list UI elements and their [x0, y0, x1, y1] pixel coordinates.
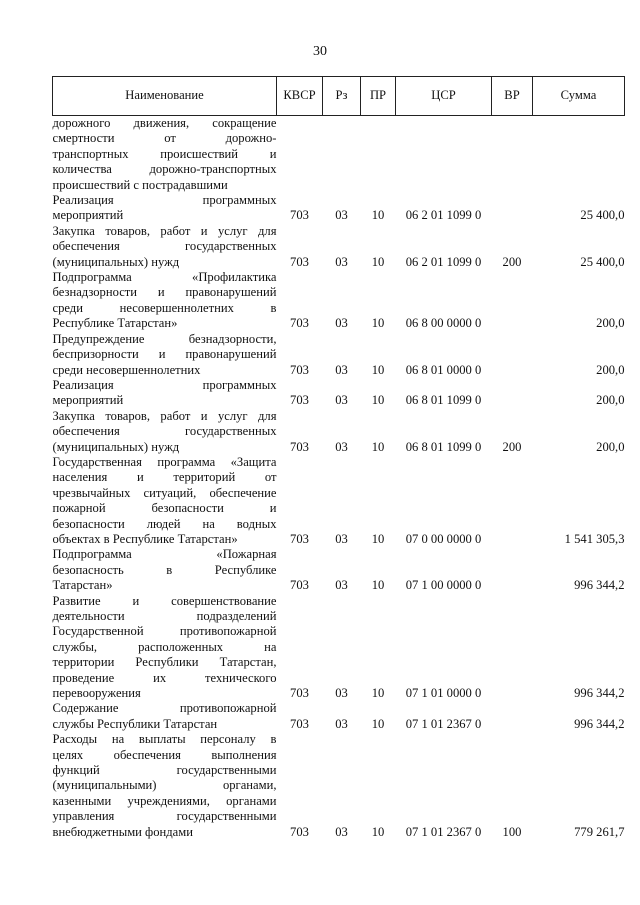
table-row — [53, 193, 625, 224]
cell-csr: 06 8 01 0000 0 — [405, 362, 482, 377]
cell-csr: 06 8 01 1099 0 — [405, 393, 482, 408]
row-name — [53, 193, 277, 224]
page-number: 30 — [313, 44, 327, 59]
row-name — [53, 732, 277, 840]
cell-vr — [492, 193, 533, 224]
row-name — [53, 701, 277, 732]
cell-pr: 10 — [371, 362, 385, 377]
cell-pr: 10 — [371, 254, 385, 269]
cell-kvsr: 703 — [290, 316, 309, 331]
row-name-line: объектах в Республике Татарстан» — [52, 531, 238, 546]
table-row — [53, 547, 625, 593]
row-name-line: смертности от дорожно- — [52, 131, 277, 146]
row-name-line: Республике Татарстан» — [52, 316, 178, 331]
cell-csr: 06 2 01 1099 0 — [405, 254, 482, 269]
row-name-line: чрезвычайных ситуаций, обеспечение — [52, 485, 277, 500]
row-name-line: безнадзорности и правонарушений — [52, 285, 277, 300]
table-row — [53, 224, 625, 270]
row-name — [53, 455, 277, 547]
cell-kvsr: 703 — [290, 254, 309, 269]
cell-csr: 06 2 01 1099 0 — [405, 208, 482, 223]
row-name-line: Государственной противопожарной — [52, 624, 277, 639]
cell-sum: 25 400,0 — [580, 208, 625, 223]
cell-kvsr: 703 — [290, 208, 309, 223]
header-csr: ЦСР — [396, 77, 492, 116]
cell-pr: 10 — [371, 208, 385, 223]
table-row — [53, 332, 625, 378]
cell-csr: 06 8 01 1099 0 — [405, 439, 482, 454]
cell-vr — [492, 270, 533, 332]
cell-vr — [492, 701, 533, 732]
header-kvsr: КВСР — [277, 77, 323, 116]
header-pr: ПР — [361, 77, 396, 116]
cell-rz: 03 — [335, 824, 348, 839]
cell-sum: 200,0 — [596, 439, 625, 454]
cell-vr — [492, 455, 533, 547]
cell-pr: 10 — [371, 578, 385, 593]
cell-vr — [492, 547, 533, 593]
cell-pr: 10 — [371, 686, 385, 701]
cell-csr: 06 8 00 0000 0 — [405, 316, 482, 331]
cell-sum: 779 261,7 — [574, 824, 625, 839]
cell-pr: 10 — [371, 439, 385, 454]
cell-rz: 03 — [335, 254, 348, 269]
table-row — [53, 701, 625, 732]
row-name-line: среди несовершеннолетних в — [52, 300, 277, 315]
cell-kvsr: 703 — [290, 578, 309, 593]
cell-vr — [492, 594, 533, 702]
cell-pr: 10 — [371, 393, 385, 408]
row-name — [53, 378, 277, 409]
row-name-line: Реализация программных — [52, 377, 277, 392]
row-name-line: безопасности людей на водных — [52, 516, 277, 531]
row-name-line: обеспечения государственных — [52, 424, 277, 439]
cell-kvsr: 703 — [290, 393, 309, 408]
row-name-line: внебюджетными фондами — [52, 824, 193, 839]
cell-sum: 996 344,2 — [574, 686, 625, 701]
row-name-line: мероприятий — [52, 393, 124, 408]
cell-kvsr: 703 — [290, 439, 309, 454]
empty-cell — [323, 116, 361, 194]
row-name — [53, 116, 277, 194]
header-rz: Рз — [323, 77, 361, 116]
row-name-line: Государственная программа «Защита — [52, 454, 277, 469]
cell-kvsr: 703 — [290, 531, 309, 546]
table-row — [53, 409, 625, 455]
cell-csr: 07 0 00 0000 0 — [405, 531, 482, 546]
row-name-line: деятельности подразделений — [52, 609, 277, 623]
table-row — [53, 594, 625, 702]
row-name-line: среди несовершеннолетних — [52, 362, 201, 377]
cell-vr: 200 — [502, 254, 522, 269]
cell-vr — [492, 332, 533, 378]
row-name — [53, 409, 277, 455]
row-name-line: Подпрограмма «Профилактика — [52, 270, 277, 285]
cell-rz: 03 — [335, 686, 348, 701]
cell-rz: 03 — [335, 531, 348, 546]
cell-rz: 03 — [335, 208, 348, 223]
header-sum: Сумма — [533, 77, 625, 116]
cell-sum: 996 344,2 — [574, 578, 625, 593]
empty-cell — [533, 116, 625, 194]
cell-kvsr: 703 — [290, 716, 309, 731]
row-name-line: Расходы на выплаты персоналу в — [52, 732, 277, 747]
cell-rz: 03 — [335, 393, 348, 408]
empty-cell — [396, 116, 492, 194]
row-name — [53, 594, 277, 702]
row-name-line: мероприятий — [52, 208, 124, 223]
cell-vr: 100 — [502, 824, 522, 839]
table-row-continuation — [53, 116, 625, 194]
row-name-line: территории Республики Татарстан, — [52, 655, 277, 670]
row-name-line: Реализация программных — [52, 193, 277, 208]
cell-pr: 10 — [371, 531, 385, 546]
row-name-line: дорожного движения, сокращение — [52, 116, 277, 130]
cell-csr: 07 1 01 2367 0 — [405, 716, 482, 731]
row-name-line: Подпрограмма «Пожарная — [52, 547, 277, 562]
row-name — [53, 270, 277, 332]
cell-rz: 03 — [335, 578, 348, 593]
cell-csr: 07 1 00 0000 0 — [405, 578, 482, 593]
empty-cell — [361, 116, 396, 194]
row-name-line: целях обеспечения выполнения — [52, 747, 277, 762]
row-name-line: службы Республики Татарстан — [52, 716, 218, 731]
cell-kvsr: 703 — [290, 362, 309, 377]
header-vr: ВР — [492, 77, 533, 116]
row-name-line: Закупка товаров, работ и услуг для — [52, 408, 277, 423]
cell-pr: 10 — [371, 824, 385, 839]
budget-table — [52, 76, 625, 840]
cell-pr: 10 — [371, 316, 385, 331]
cell-rz: 03 — [335, 316, 348, 331]
row-name — [53, 224, 277, 270]
row-name-line: пожарной безопасности и — [52, 501, 277, 516]
cell-sum: 1 541 305,3 — [564, 531, 625, 546]
cell-vr — [492, 378, 533, 409]
row-name-line: населения и территорий от — [52, 470, 277, 485]
header-name: Наименование — [53, 77, 277, 116]
row-name-line: беспризорности и правонарушений — [52, 347, 277, 362]
table-row — [53, 732, 625, 840]
row-name-line: проведение их технического — [52, 670, 277, 685]
cell-sum: 200,0 — [596, 393, 625, 408]
row-name-line: (муниципальных) нужд — [52, 439, 180, 454]
row-name-line: Предупреждение безнадзорности, — [52, 331, 277, 346]
empty-cell — [492, 116, 533, 194]
cell-rz: 03 — [335, 362, 348, 377]
table-row — [53, 270, 625, 332]
row-name-line: Закупка товаров, работ и услуг для — [52, 223, 277, 238]
cell-kvsr: 703 — [290, 686, 309, 701]
cell-sum: 200,0 — [596, 316, 625, 331]
row-name — [53, 547, 277, 593]
row-name — [53, 332, 277, 378]
row-name-line: управления государственными — [52, 809, 277, 824]
cell-pr: 10 — [371, 716, 385, 731]
row-name-line: казенными учреждениями, органами — [52, 793, 277, 808]
row-name-line: функций государственными — [52, 763, 277, 778]
cell-sum: 25 400,0 — [580, 254, 625, 269]
table-header-row — [53, 77, 625, 116]
row-name-line: (муниципальных) нужд — [52, 254, 180, 269]
table-row — [53, 378, 625, 409]
row-name-line: происшествий с пострадавшими — [52, 177, 228, 192]
cell-csr: 07 1 01 2367 0 — [405, 824, 482, 839]
row-name-line: количества дорожно-транспортных — [52, 162, 277, 177]
row-name-line: (муниципальными) органами, — [52, 778, 277, 793]
row-name-line: перевооружения — [52, 686, 141, 701]
row-name-line: Содержание противопожарной — [52, 701, 277, 716]
cell-csr: 07 1 01 0000 0 — [405, 686, 482, 701]
row-name-line: службы, расположенных на — [52, 639, 277, 654]
row-name-line: обеспечения государственных — [52, 239, 277, 254]
cell-vr: 200 — [502, 439, 522, 454]
row-name-line: транспортных происшествий и — [52, 146, 277, 161]
cell-sum: 996 344,2 — [574, 716, 625, 731]
cell-kvsr: 703 — [290, 824, 309, 839]
cell-rz: 03 — [335, 439, 348, 454]
cell-rz: 03 — [335, 716, 348, 731]
row-name-line: Татарстан» — [52, 578, 113, 593]
table-body — [53, 116, 625, 841]
table-row — [53, 455, 625, 547]
row-name-line: безопасность в Республике — [52, 562, 277, 577]
cell-sum: 200,0 — [596, 362, 625, 377]
empty-cell — [277, 116, 323, 194]
row-name-line: Развитие и совершенствование — [52, 593, 277, 608]
